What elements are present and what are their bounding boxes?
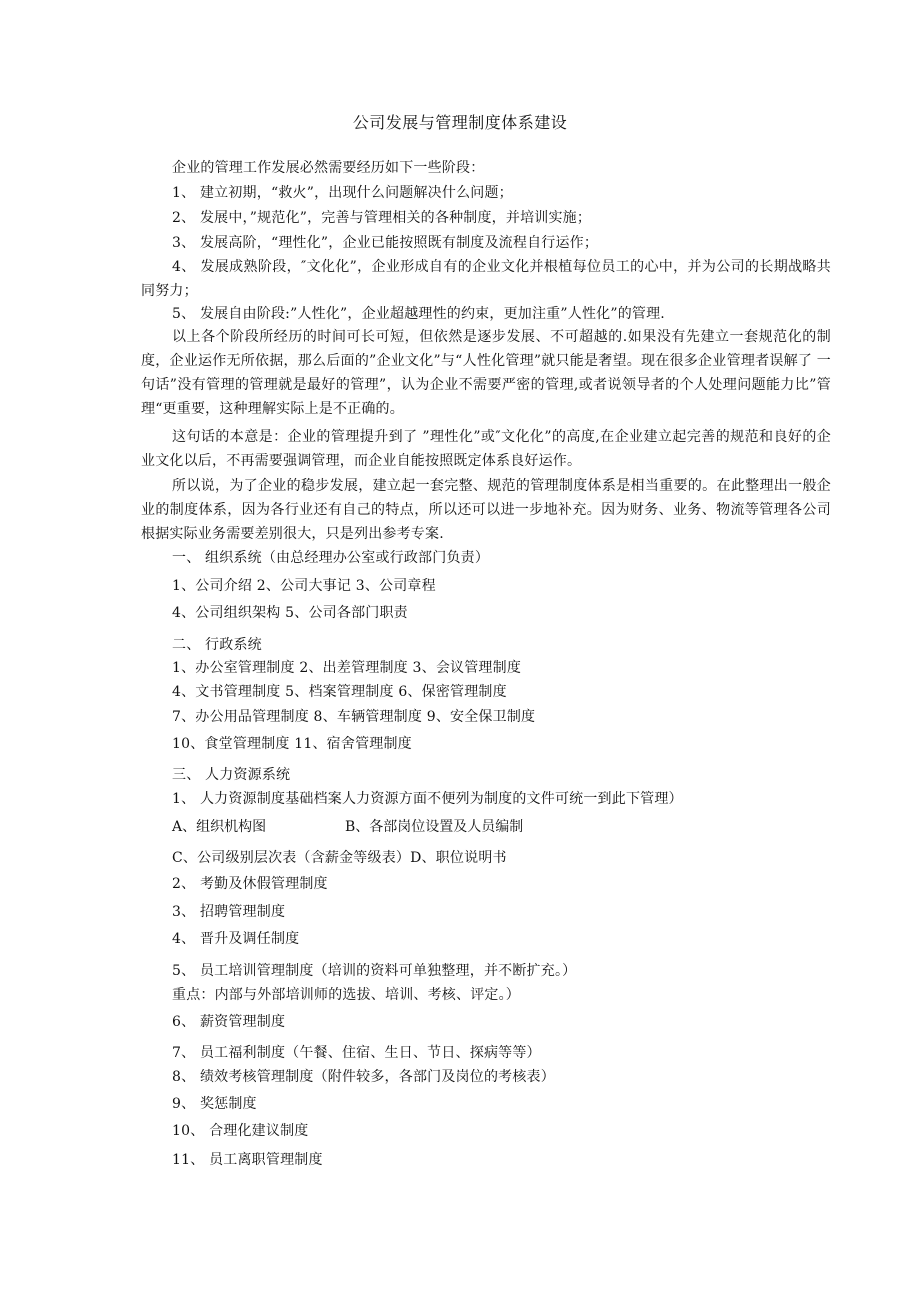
list-item-a: A、组织机构图 — [172, 819, 267, 835]
page-title: 公司发展与管理制度体系建设 — [352, 113, 568, 132]
list-item: 1、办公室管理制度 2、出差管理制度 3、会议管理制度 — [172, 660, 522, 676]
section-heading: 二、 行政系统 — [172, 637, 262, 653]
section-heading: 一、 组织系统（由总经理办公室或行政部门负责） — [172, 550, 490, 566]
list-item: C、公司级别层次表（含薪金等级表）D、职位说明书 — [172, 850, 507, 866]
list-item: 7、 员工福利制度（午餐、住宿、生日、节日、探病等等） — [172, 1045, 541, 1061]
list-item: 3、 招聘管理制度 — [172, 904, 286, 920]
paragraph: 所以说，为了企业的稳步发展，建立起一套完整、规范的管理制度体系是相当重要的。在此整理出一般企业的制度体系，因为各行业还有自己的特点，所以还可以进一步地补充。因为财务、业务、物流等管理各公司根据实际业务需要差别很大，只是列出参考专案. — [141, 478, 831, 542]
list-item: 4、公司组织架构 5、公司各部门职责 — [172, 605, 408, 621]
section-heading: 三、 人力资源系统 — [172, 767, 291, 783]
list-item: 5、 员工培训管理制度（培训的资料可单独整理，并不断扩充。） — [172, 963, 577, 979]
list-item: 10、 合理化建议制度 — [172, 1123, 309, 1139]
paragraph: 这句话的本意是：企业的管理提升到了 ”理性化”或″文化化”的高度,在企业建立起完善的规范和良好的企业文化以后，不再需要强调管理，而企业自能按照既定体系良好运作。 — [141, 429, 831, 469]
list-item: 7、办公用品管理制度 8、车辆管理制度 9、安全保卫制度 — [172, 709, 536, 725]
list-item: 4、 晋升及调任制度 — [172, 931, 300, 947]
list-item-b: B、各部岗位设置及人员编制 — [345, 819, 524, 835]
paragraph: 以上各个阶段所经历的时间可长可短，但依然是逐步发展、不可超越的.如果没有先建立一套规范化的制度，企业运作无所依据，那么后面的”企业文化”与“人性化管理”就只能是奢望。现在很多企业管理者误解了 一句话”没有管理的管理就是最好的管理”，认为企业不需要严密的管理,或者说领导者的个人处理问题能力比”管理“更重要，这种理解实际上是不正确的。 — [141, 329, 831, 417]
list-item: 1、公司介绍 2、公司大事记 3、公司章程 — [172, 578, 436, 594]
list-item: 10、食堂管理制度 11、宿舍管理制度 — [172, 736, 412, 752]
list-item: 11、 员工离职管理制度 — [172, 1152, 323, 1168]
stage-item: 4、 发展成熟阶段，″文化化”，企业形成自有的企业文化并根植每位员工的心中，并为公司的长期战略共同努力； — [141, 259, 831, 299]
list-item-columns — [172, 817, 832, 837]
list-item: 4、文书管理制度 5、档案管理制度 6、保密管理制度 — [172, 684, 507, 700]
stage-item: 1、 建立初期，“救火”，出现什么问题解决什么问题； — [172, 185, 513, 201]
list-item: 1、 人力资源制度基础档案人力资源方面不便列为制度的文件可统一到此下管理） — [172, 791, 683, 807]
list-item: 8、 绩效考核管理制度（附件较多，各部门及岗位的考核表） — [172, 1069, 555, 1085]
list-item: 重点：内部与外部培训师的选拔、培训、考核、评定。） — [172, 987, 520, 1003]
stage-item: 2、 发展中，”规范化”，完善与管理相关的各种制度，并培训实施； — [172, 210, 592, 226]
list-item: 2、 考勤及休假管理制度 — [172, 876, 328, 892]
intro-line: 企业的管理工作发展必然需要经历如下一些阶段： — [172, 160, 485, 176]
stage-item: 5、 发展自由阶段:”人性化”，企业超越理性的约束，更加注重”人性化”的管理. — [172, 306, 665, 322]
stage-item: 3、 发展高阶，“理性化”，企业已能按照既有制度及流程自行运作； — [172, 235, 599, 251]
list-item: 9、 奖惩制度 — [172, 1096, 257, 1112]
list-item: 6、 薪资管理制度 — [172, 1014, 286, 1030]
